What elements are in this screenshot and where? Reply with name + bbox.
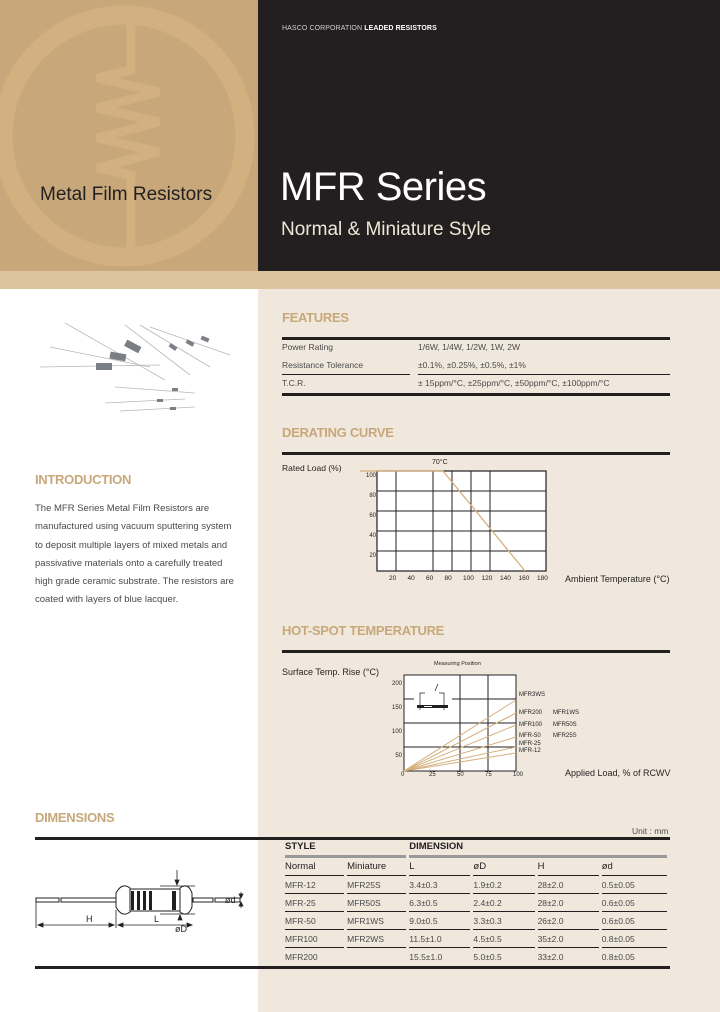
- features-top-rule: [282, 337, 670, 340]
- y-tick: 200: [391, 681, 402, 687]
- cell: MFR-50: [285, 912, 344, 930]
- cell: 0.6±0.05: [602, 894, 667, 912]
- x-tick: 50: [457, 772, 464, 778]
- table-row: [285, 876, 667, 894]
- y-tick: 100: [365, 473, 376, 479]
- col-normal: Normal: [285, 858, 344, 876]
- cell: MFR200: [285, 952, 318, 962]
- hotspot-x-label: Applied Load, % of RCWV: [565, 768, 671, 778]
- hotspot-heading: HOT-SPOT TEMPERATURE: [282, 623, 445, 638]
- introduction-text: [35, 500, 235, 610]
- y-tick: 40: [369, 533, 376, 539]
- style-group-header: STYLE: [285, 838, 406, 858]
- x-tick: 25: [429, 772, 436, 778]
- series-label: MFR25S: [553, 733, 577, 739]
- cell: MFR100: [285, 930, 344, 948]
- feature-divider: [418, 374, 670, 375]
- intro-line: to deposit multiple layers of mixed metals and: [35, 539, 228, 551]
- cell: MFR50S: [347, 894, 406, 912]
- dimensions-bottom-rule: [35, 966, 670, 969]
- cell: 1.9±0.2: [473, 876, 534, 894]
- hotspot-y-label: Surface Temp. Rise (°C): [282, 667, 379, 677]
- y-tick: 100: [391, 729, 402, 735]
- intro-line: high grade ceramic substrate. The resistors are: [35, 576, 234, 588]
- hotspot-inset-label: Measuring Position: [434, 661, 481, 667]
- series-label: MFR-50: [519, 733, 541, 739]
- cell: 2.4±0.2: [473, 894, 534, 912]
- page-title: MFR Series: [280, 165, 487, 209]
- category-label: LEADED RESISTORS: [364, 25, 437, 32]
- resistor-logo-icon: [0, 0, 258, 271]
- introduction-heading: INTRODUCTION: [35, 472, 132, 487]
- derating-x-ticks: [389, 575, 556, 582]
- derating-y-ticks: [362, 466, 376, 566]
- series-label: MFR200: [519, 710, 543, 716]
- cell: 11.5±1.0: [409, 930, 470, 948]
- feature-value: ±0.1%, ±0.25%, ±0.5%, ±1%: [418, 360, 526, 370]
- y-tick: 150: [391, 705, 402, 711]
- cell: 0.5±0.05: [602, 876, 667, 894]
- derating-rule: [282, 452, 670, 455]
- dim-label-h: H: [86, 914, 93, 924]
- x-tick: 120: [481, 575, 493, 582]
- cell: 33±2.0: [537, 952, 564, 962]
- table-row: [285, 930, 667, 948]
- company-line: [282, 25, 437, 32]
- cell: 9.0±0.5: [409, 912, 470, 930]
- resistor-dimension-diagram: [30, 860, 245, 940]
- x-tick: 40: [407, 575, 415, 582]
- hero-left-panel: [0, 0, 258, 271]
- unit-label: Unit : mm: [632, 826, 669, 836]
- cell: MFR-12: [285, 876, 344, 894]
- feature-divider: [282, 374, 410, 375]
- feature-label: T.C.R.: [282, 378, 306, 388]
- hotspot-x-ticks: [401, 772, 527, 778]
- col-od-small: ød: [602, 858, 667, 876]
- features-heading: FEATURES: [282, 310, 349, 325]
- cell: MFR1WS: [347, 912, 406, 930]
- cell: 6.3±0.5: [409, 894, 470, 912]
- feature-value: 1/6W, 1/4W, 1/2W, 1W, 2W: [418, 342, 521, 352]
- cell: 4.5±0.5: [473, 930, 534, 948]
- x-tick: 20: [389, 575, 397, 582]
- col-h: H: [538, 858, 599, 876]
- intro-line: manufactured using vacuum sputtering system: [35, 521, 232, 533]
- dimension-group-header: DIMENSION: [409, 838, 667, 858]
- cell: 28±2.0: [538, 894, 599, 912]
- col-od-large: øD: [473, 858, 534, 876]
- x-tick: 100: [513, 772, 524, 778]
- dimensions-table: [282, 838, 670, 966]
- y-tick: 60: [369, 513, 376, 519]
- cell: 5.0±0.5: [473, 952, 502, 962]
- table-row: [285, 948, 667, 966]
- product-family-title: Metal Film Resistors: [40, 184, 213, 205]
- x-tick: 60: [426, 575, 434, 582]
- table-row: [285, 894, 667, 912]
- table-group-header: [285, 838, 667, 858]
- cell: 15.5±1.0: [409, 952, 443, 962]
- col-miniature: Miniature: [347, 858, 406, 876]
- series-label: MFR-25: [519, 741, 541, 747]
- feature-label: Resistance Tolerance: [282, 360, 364, 370]
- divider-band: [0, 271, 720, 289]
- company-name: HASCO CORPORATION: [282, 25, 363, 32]
- y-tick: 50: [395, 753, 402, 759]
- intro-line: coated with layers of blue lacquer.: [35, 594, 179, 606]
- hotspot-rule: [282, 650, 670, 653]
- y-tick: 20: [369, 553, 376, 559]
- intro-line: The MFR Series Metal Film Resistors are: [35, 503, 210, 514]
- table-row: [285, 912, 667, 930]
- derating-chart: [360, 466, 550, 586]
- cell: 0.8±0.05: [602, 930, 667, 948]
- cell: [347, 948, 406, 966]
- dimensions-heading: DIMENSIONS: [35, 810, 115, 825]
- cell: 3.3±0.3: [473, 912, 534, 930]
- x-tick: 180: [537, 575, 548, 582]
- dim-label-od-small: ød: [225, 895, 236, 905]
- series-label: MFR3WS: [519, 692, 545, 698]
- x-tick: 75: [485, 772, 492, 778]
- feature-value: ± 15ppm/°C, ±25ppm/°C, ±50ppm/°C, ±100ppm/°C: [418, 378, 610, 388]
- cell: 0.8±0.05: [601, 952, 635, 962]
- x-tick: 140: [500, 575, 511, 582]
- series-label: MFR1WS: [553, 710, 579, 716]
- x-tick: 100: [463, 575, 474, 582]
- cell: MFR-25: [285, 894, 344, 912]
- derating-y-label: Rated Load (%): [282, 463, 342, 473]
- table-column-header: [285, 858, 667, 876]
- page-subtitle: Normal & Miniature Style: [281, 219, 492, 240]
- series-label: MFR-12: [519, 748, 541, 754]
- cell: 35±2.0: [538, 930, 599, 948]
- cell: MFR25S: [347, 876, 406, 894]
- derating-x-label: Ambient Temperature (°C): [565, 574, 670, 584]
- derating-heading: DERATING CURVE: [282, 425, 394, 440]
- cell: 26±2.0: [538, 912, 599, 930]
- series-label: MFR50S: [553, 722, 577, 728]
- feature-label: Power Rating: [282, 342, 334, 352]
- resistor-photo: [30, 315, 250, 415]
- x-tick: 160: [518, 575, 530, 582]
- col-l: L: [409, 858, 470, 876]
- dim-label-od-large: øD: [175, 924, 187, 934]
- features-bottom-rule: [282, 393, 670, 396]
- dim-label-l: L: [154, 914, 160, 924]
- intro-line: passivative materials onto a carefully treated: [35, 557, 223, 569]
- derating-annotation: 70°C: [432, 459, 448, 466]
- hotspot-y-ticks: [386, 672, 402, 768]
- x-tick: 80: [444, 575, 452, 582]
- cell: 3.4±0.3: [409, 876, 470, 894]
- y-tick: 80: [369, 493, 376, 499]
- cell: 0.6±0.05: [602, 912, 667, 930]
- cell: 28±2.0: [538, 876, 599, 894]
- series-label: MFR100: [519, 722, 543, 728]
- x-tick: 0: [401, 772, 405, 778]
- cell: MFR2WS: [347, 930, 406, 948]
